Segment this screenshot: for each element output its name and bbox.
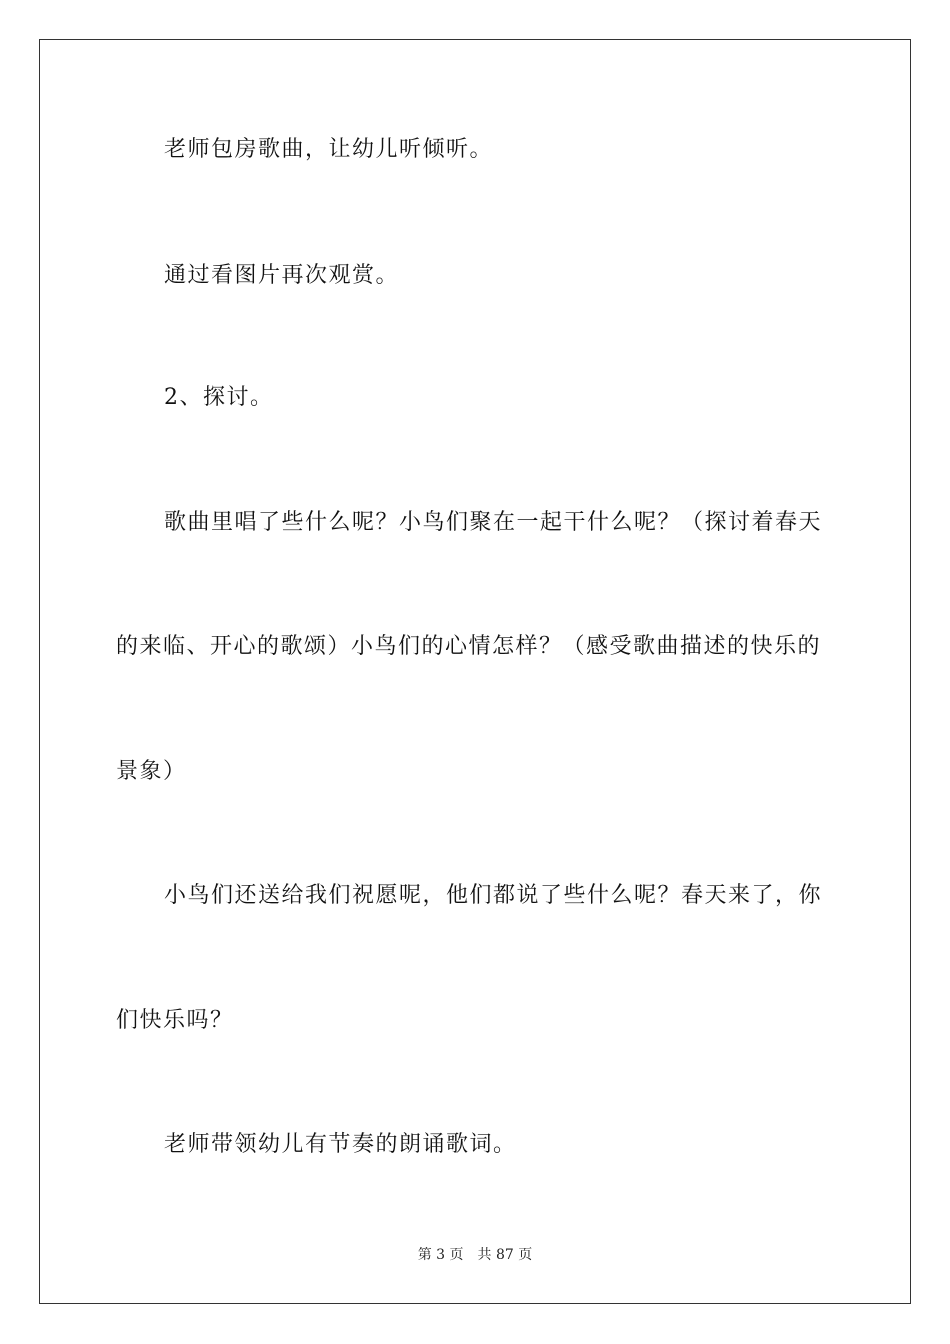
total-pages: 共 87 页 <box>477 1247 533 1263</box>
paragraph-line: 老师包房歌曲，让幼儿听倾听。 <box>164 137 494 162</box>
paragraph-line: 通过看图片再次观赏。 <box>164 263 400 288</box>
paragraph-line: 们快乐吗？ <box>116 1008 234 1033</box>
paragraph-line: 歌曲里唱了些什么呢？小鸟们聚在一起干什么呢？（探讨着春天 <box>164 510 823 535</box>
page-number: 第 3 页 <box>417 1247 464 1263</box>
paragraph-line: 老师带领幼儿有节奏的朗诵歌词。 <box>164 1132 517 1157</box>
paragraph-line: 小鸟们还送给我们祝愿呢，他们都说了些什么呢？春天来了，你 <box>164 883 823 908</box>
page-border <box>39 39 911 1304</box>
paragraph-line: 2、探讨。 <box>164 385 274 410</box>
page-footer <box>0 1245 950 1265</box>
paragraph-line: 景象） <box>116 759 187 784</box>
paragraph-line: 的来临、开心的歌颂）小鸟们的心情怎样？（感受歌曲描述的快乐的 <box>116 634 822 659</box>
